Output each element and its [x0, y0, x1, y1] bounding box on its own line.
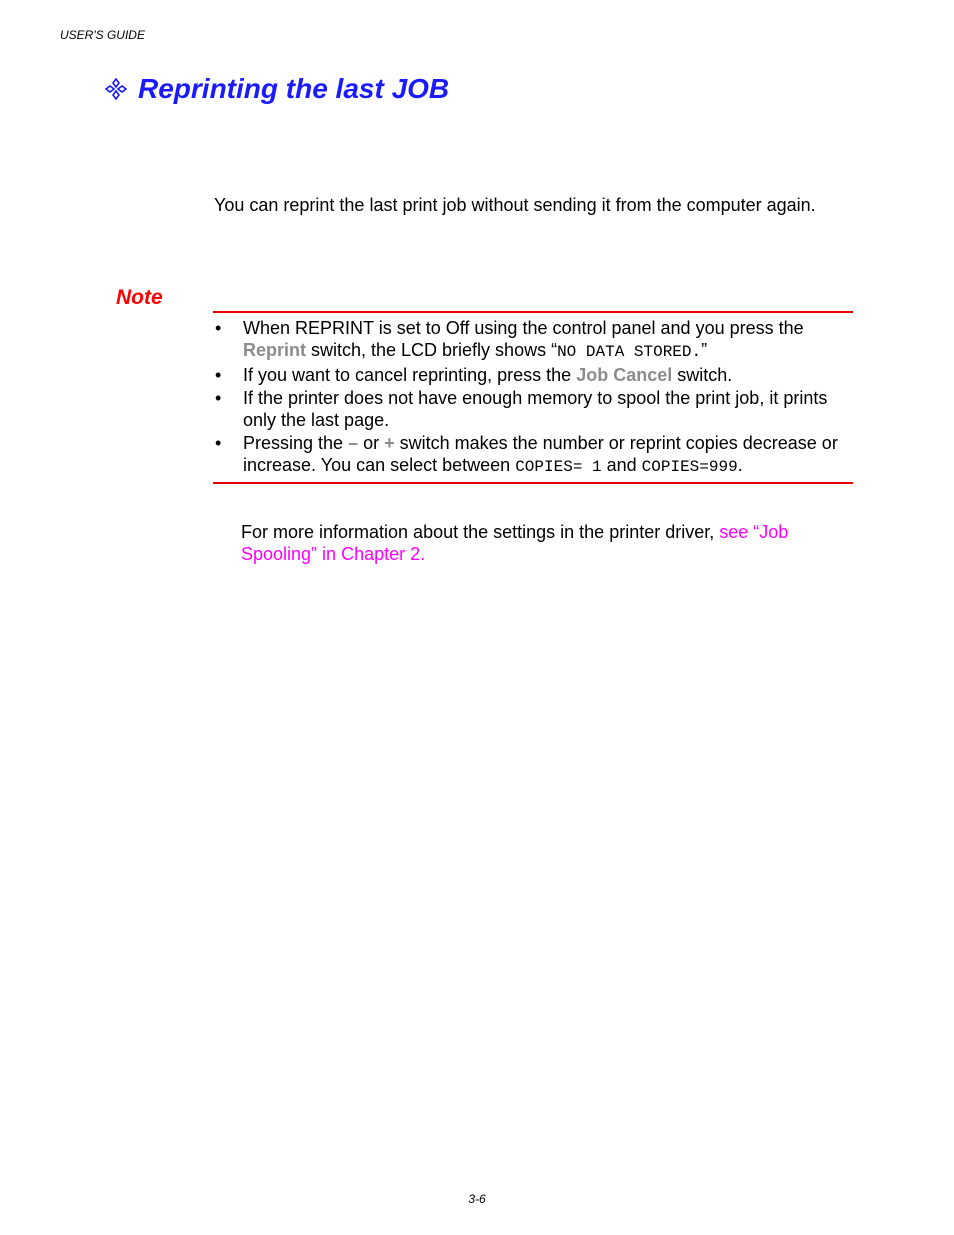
- copies-max-value: COPIES=999: [641, 458, 738, 476]
- note-item: • If the printer does not have enough memory to spool the print job, it prints only the last page.: [215, 388, 828, 430]
- bullet: •: [215, 318, 222, 338]
- bullet: •: [215, 433, 222, 453]
- job-cancel-key-label: Job Cancel: [576, 365, 673, 385]
- minus-key-label: –: [348, 433, 359, 453]
- note-item: • Pressing the – or + switch makes the number or reprint copies decrease or increase. You can select between COPIES= 1 and COPIES=999.: [215, 433, 838, 476]
- copies-min-value: COPIES= 1: [515, 458, 602, 476]
- note-label: Note: [116, 286, 163, 309]
- note-item: • When REPRINT is set to Off using the control panel and you press the Reprint switch, the LCD briefly shows “NO DATA STORED.”: [215, 318, 804, 361]
- note-box: [213, 311, 853, 484]
- page-title: Reprinting the last JOB: [138, 73, 450, 104]
- note-item: • If you want to cancel reprinting, press the Job Cancel switch.: [215, 365, 733, 385]
- section-heading: [105, 73, 449, 105]
- bullet: •: [215, 388, 222, 408]
- note-list: [213, 317, 853, 478]
- plus-key-label: +: [384, 433, 395, 453]
- four-diamond-bullet-icon: [105, 78, 127, 100]
- bullet: •: [215, 365, 222, 385]
- page-number: 3-6: [468, 1192, 486, 1206]
- intro-paragraph: You can reprint the last print job without sending it from the computer again.: [214, 195, 816, 215]
- job-spooling-link[interactable]: see “Job Spooling” in Chapter 2.: [241, 522, 789, 564]
- lcd-message: NO DATA STORED.: [557, 343, 702, 361]
- more-info-paragraph: For more information about the settings in the printer driver, see “Job Spooling” in Chapter 2.: [241, 522, 789, 564]
- running-header: USER'S GUIDE: [60, 28, 145, 42]
- reprint-key-label: Reprint: [243, 340, 306, 360]
